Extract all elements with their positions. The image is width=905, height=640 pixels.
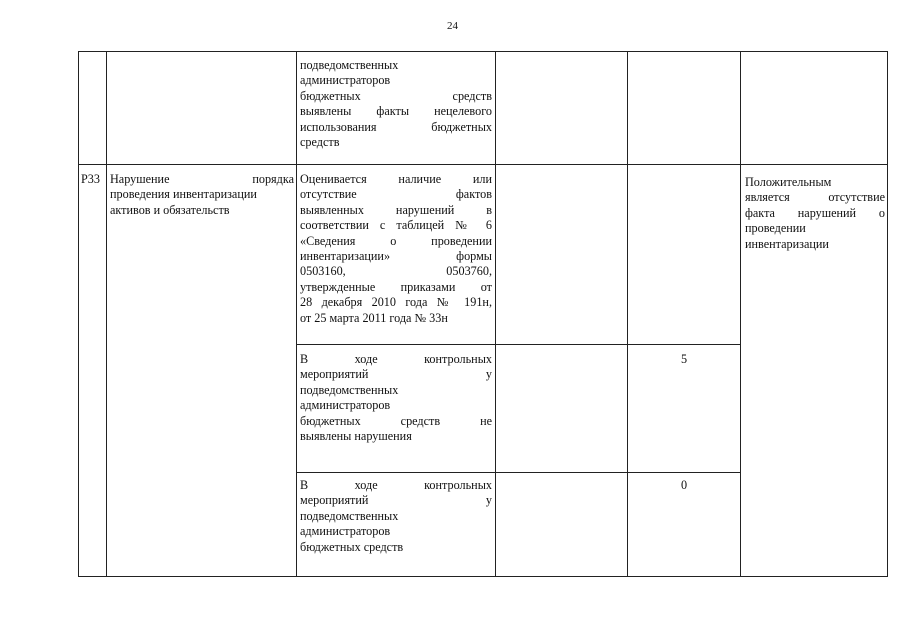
table-left-border bbox=[78, 51, 79, 577]
col-divider bbox=[296, 51, 297, 577]
score-value: 0 bbox=[680, 478, 688, 492]
condition-text: В ходе контрольных мероприятий у подведомственных администраторов бюджетных средств bbox=[300, 478, 492, 554]
col-divider bbox=[740, 51, 741, 577]
table-right-border bbox=[887, 51, 888, 577]
col-divider bbox=[627, 51, 628, 577]
criteria-table bbox=[78, 51, 888, 577]
col-divider bbox=[495, 51, 496, 577]
comment: Положительным является отсутствие факта нарушений о проведении инвентаризации bbox=[745, 175, 885, 251]
indicator-code: Р33 bbox=[81, 172, 100, 186]
subrow-divider bbox=[296, 472, 741, 473]
subrow-divider bbox=[296, 344, 741, 345]
col-divider bbox=[106, 51, 107, 577]
assessment-method: Оценивается наличие или отсутствие фактов выявленных нарушений в соответствии с таблицей № 6 «Сведения о проведении инвентаризации» формы 0503160, 0503760, утвержденные приказами от 28 декабря 2010 года № 191н, от 25 марта 2011 года № 33н bbox=[300, 172, 492, 325]
indicator-name: Нарушение порядка проведения инвентаризации активов и обязательств bbox=[110, 172, 294, 217]
continued-description: подведомственных администраторов бюджетных средств выявлены факты нецелевого использования бюджетных средств bbox=[300, 58, 492, 149]
condition-text: В ходе контрольных мероприятий у подведомственных администраторов бюджетных средств не выявлены нарушения bbox=[300, 352, 492, 443]
table-top-border bbox=[78, 51, 888, 52]
page-number: 24 bbox=[447, 20, 458, 32]
score-value: 5 bbox=[680, 352, 688, 366]
table-bottom-border bbox=[78, 576, 888, 577]
row-divider bbox=[78, 164, 888, 165]
